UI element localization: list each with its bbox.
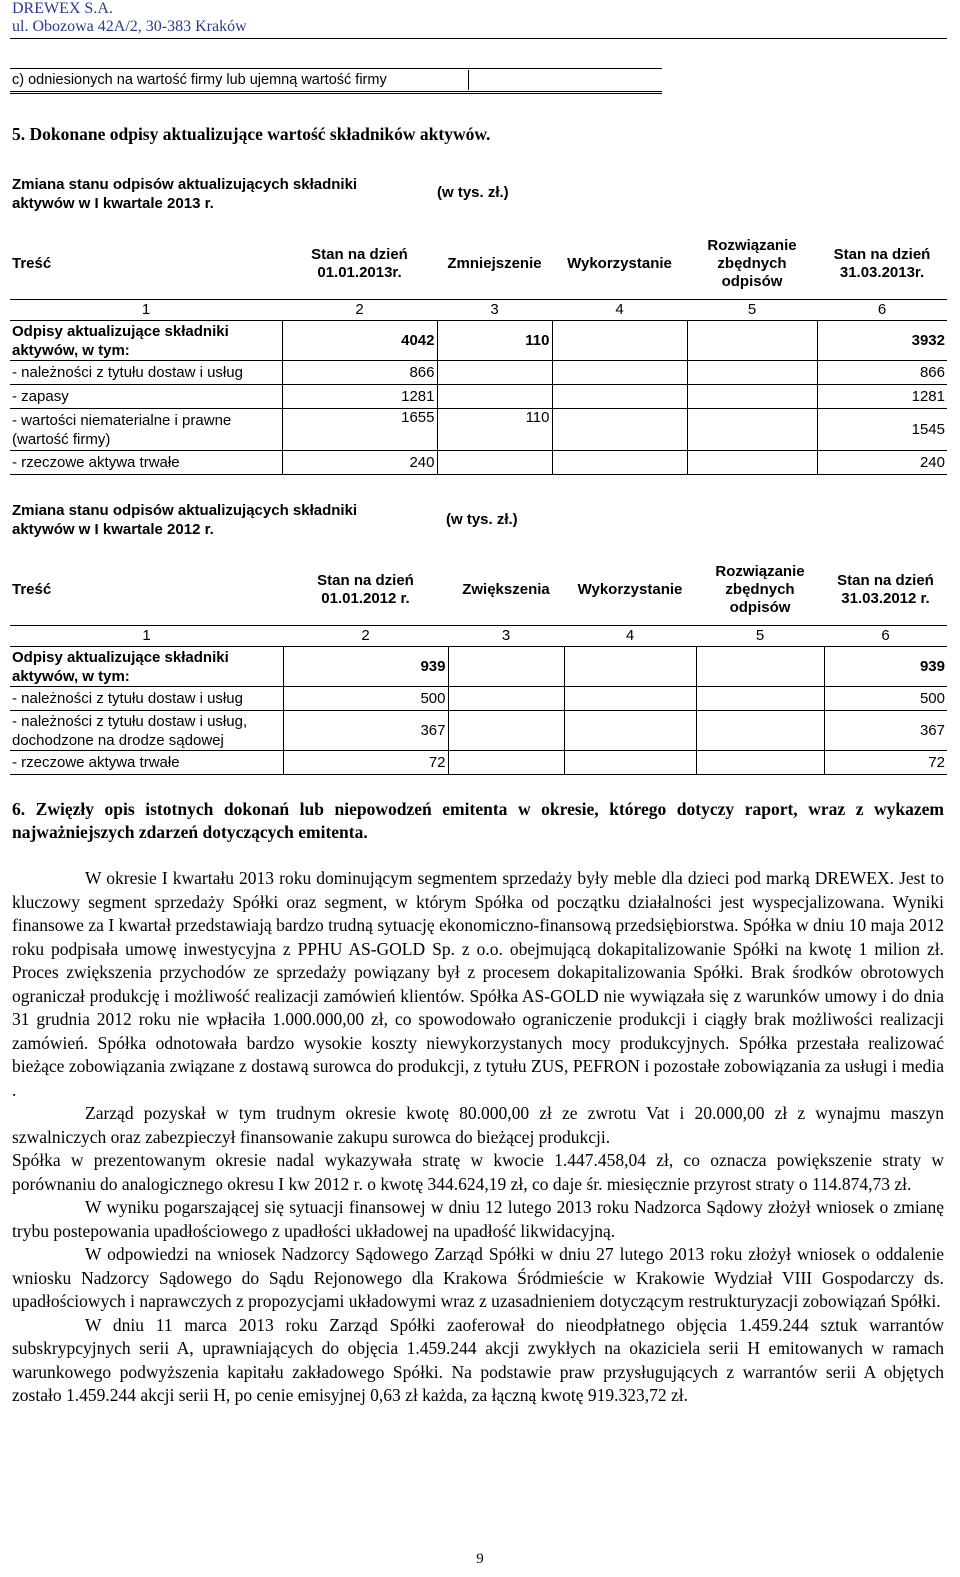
table1-unit: (w tys. zł.) <box>437 184 509 201</box>
table1 <box>10 229 947 475</box>
row-end: 72 <box>824 751 947 775</box>
table-row <box>10 647 947 687</box>
table1-header-used: Wykorzystanie <box>567 255 672 272</box>
table1-header-released: Rozwiązanie zbędnych odpisów <box>707 237 797 290</box>
row-change <box>437 451 552 475</box>
row-change <box>448 647 564 687</box>
body-text <box>12 867 944 1408</box>
row-start: 1655 <box>282 409 437 451</box>
row-end: 866 <box>817 361 947 385</box>
row-used <box>564 751 696 775</box>
row-released <box>687 409 817 451</box>
row-label: - rzeczowe aktywa trwałe <box>10 751 283 775</box>
row-change <box>448 711 564 751</box>
table-row <box>10 751 947 775</box>
row-used <box>552 361 687 385</box>
section-6-title: 6. Zwięzły opis istotnych dokonań lub niepowodzeń emitenta w okresie, którego dotyczy raport, wraz z wykazem najważniejszych zdarzeń dotyczących emitenta. <box>12 799 944 842</box>
row-change <box>448 687 564 711</box>
table2-colnum: 5 <box>696 626 824 647</box>
row-label: Odpisy aktualizujące składniki aktywów, w tym: <box>10 321 282 361</box>
table2-column-numbers <box>10 626 947 647</box>
row-label: - wartości niematerialne i prawne (wartość firmy) <box>10 409 282 451</box>
row-used <box>564 647 696 687</box>
row-released <box>696 751 824 775</box>
table-row <box>10 409 947 451</box>
table1-caption <box>12 175 357 213</box>
table1-caption-line1: Zmiana stanu odpisów aktualizujących składniki <box>12 176 358 193</box>
paragraph: Zarząd pozyskał w tym trudnym okresie kwotę 80.000,00 zł ze zwrotu Vat i 20.000,00 zł z wynajmu maszyn szwalniczych oraz zabezpieczył finansowanie zakupu surowca do bieżącej produkcji. <box>12 1103 944 1147</box>
table2-header-end: Stan na dzień 31.03.2012 r. <box>837 572 934 607</box>
table1-colnum: 2 <box>282 300 437 321</box>
company-name: DREWEX S.A. <box>12 0 113 17</box>
table2-header-start: Stan na dzień 01.01.2012 r. <box>317 572 414 607</box>
row-start: 367 <box>283 711 448 751</box>
table1-caption-line2: aktywów w I kwartale 2013 r. <box>12 195 214 212</box>
table1-header-end: Stan na dzień 31.03.2013r. <box>833 246 931 281</box>
table2-header-content: Treść <box>12 581 52 598</box>
table1-colnum: 3 <box>437 300 552 321</box>
row-end: 1281 <box>817 385 947 409</box>
row-end: 1545 <box>817 409 947 451</box>
row-label: - rzeczowe aktywa trwałe <box>10 451 282 475</box>
row-start: 939 <box>283 647 448 687</box>
paragraph: W wyniku pogarszającej się sytuacji finansowej w dniu 12 lutego 2013 roku Nadzorca Sądowy złożył wniosek o zmianę trybu postepowania upadłościowego z upadłości układowej na upadłość likwidacyjną. <box>12 1197 944 1241</box>
row-change <box>437 385 552 409</box>
table1-colnum: 4 <box>552 300 687 321</box>
paragraph: W okresie I kwartału 2013 roku dominującym segmentem sprzedaży były meble dla dzieci pod marką DREWEX. Jest to kluczowy segment sprzedaży Spółki oraz segment, w którym Spółka od początku działalności jest wyspecjalizowana. Wyniki finansowe za I kwartał przedstawiają bardzo trudną sytuację ekonomiczno-finansową przedsiębiorstwa. Spółka w dniu 10 maja 2012 roku podpisała umowę inwestycyjna z PPHU AS-GOLD Sp. z o.o. obejmującą dokapitalizowanie Spółki na kwotę 1 milion zł. Proces zwiększenia przychodów ze sprzedaży powiązany był z procesem dokapitalizowania Spółki. Brak środków obrotowych ograniczał produkcję i możliwość realizacji zamówień klientów. Spółka AS-GOLD nie wywiązała się z warunków umowy i do dnia 31 grudnia 2012 roku nie wpłaciła 1.000.000,00 zł, co spowodowało ograniczenie produkcji i ciągły brak możliwości realizacji zamówień. Spółka odnotowała bardzo wysokie koszty niewykorzystanych mocy produkcyjnych. Spółka przestała realizować bieżące zobowiązania związane z dostawą surowca do produkcji, z tytułu ZUS, PEFRON i pozostałe zobowiązania za usługi i media . <box>12 868 944 1100</box>
company-address: ul. Obozowa 42A/2, 30-383 Kraków <box>12 18 247 35</box>
table-row <box>10 711 947 751</box>
row-change <box>437 361 552 385</box>
row-label: - należności z tytułu dostaw i usług, dochodzone na drodze sądowej <box>10 711 283 751</box>
row-end: 240 <box>817 451 947 475</box>
table2-colnum: 4 <box>564 626 696 647</box>
table2-caption-line2: aktywów w I kwartale 2012 r. <box>12 521 214 538</box>
row-start: 72 <box>283 751 448 775</box>
table2-header-used: Wykorzystanie <box>577 581 683 598</box>
table2-header-row <box>10 555 947 626</box>
table2-unit: (w tys. zł.) <box>446 511 518 528</box>
table2-caption-line1: Zmiana stanu odpisów aktualizujących składniki <box>12 502 358 519</box>
table2 <box>10 555 947 775</box>
row-start: 500 <box>283 687 448 711</box>
table2-header-change: Zwiększenia <box>462 581 550 598</box>
table2-colnum: 1 <box>10 626 283 647</box>
table1-column-numbers <box>10 300 947 321</box>
paragraph: W odpowiedzi na wniosek Nadzorcy Sądowego Zarząd Spółki w dniu 27 lutego 2013 roku złożył wniosek o oddalenie wniosku Nadzorcy Sądowego do Sądu Rejonowego dla Krakowa Śródmieście w Krakowie Wydział VIII Gospodarczy ds. upadłościowych i naprawczych z propozycjami układowymi wraz z uzasadnieniem dotyczącym restrukturyzacji zobowiązań Spółki. <box>12 1244 944 1311</box>
table-row <box>10 687 947 711</box>
row-released <box>687 451 817 475</box>
row-used <box>564 711 696 751</box>
table2-colnum: 2 <box>283 626 448 647</box>
table-row <box>10 321 947 361</box>
row-label: - należności z tytułu dostaw i usług <box>10 361 282 385</box>
row-released <box>687 361 817 385</box>
table2-caption <box>12 501 357 539</box>
row-used <box>564 687 696 711</box>
row-used <box>552 385 687 409</box>
row-end: 939 <box>824 647 947 687</box>
header-divider <box>10 38 947 39</box>
table1-header-start: Stan na dzień 01.01.2013r. <box>311 246 408 281</box>
item-c-divider <box>468 70 469 90</box>
row-end: 3932 <box>817 321 947 361</box>
table-row <box>10 385 947 409</box>
row-start: 866 <box>282 361 437 385</box>
table2-colnum: 6 <box>824 626 947 647</box>
section-5-title: 5. Dokonane odpisy aktualizujące wartość składników aktywów. <box>12 124 491 144</box>
row-start: 240 <box>282 451 437 475</box>
table1-header-content: Treść <box>12 255 52 272</box>
row-released <box>687 385 817 409</box>
table2-colnum: 3 <box>448 626 564 647</box>
row-start: 1281 <box>282 385 437 409</box>
row-label: Odpisy aktualizujące składniki aktywów, w tym: <box>10 647 283 687</box>
table1-header-row <box>10 229 947 300</box>
row-change <box>448 751 564 775</box>
row-used <box>552 409 687 451</box>
row-released <box>696 647 824 687</box>
row-start: 4042 <box>282 321 437 361</box>
table1-header-change: Zmniejszenie <box>447 255 542 272</box>
row-used <box>552 321 687 361</box>
row-end: 367 <box>824 711 947 751</box>
table2-header-released: Rozwiązanie zbędnych odpisów <box>715 563 805 616</box>
row-change: 110 <box>437 409 552 451</box>
page-number: 9 <box>476 1551 484 1567</box>
row-released <box>696 711 824 751</box>
row-label: - należności z tytułu dostaw i usług <box>10 687 283 711</box>
table1-colnum: 5 <box>687 300 817 321</box>
table1-colnum: 6 <box>817 300 947 321</box>
item-c-text: c) odniesionych na wartość firmy lub ujemną wartość firmy <box>12 72 387 88</box>
row-change: 110 <box>437 321 552 361</box>
row-label: - zapasy <box>10 385 282 409</box>
paragraph: Spółka w prezentowanym okresie nadal wykazywała stratę w kwocie 1.447.458,04 zł, co oznacza powiększenie straty w porównaniu do analogicznego okresu I kw 2012 r. o kwotę 344.624,19 zł, co daje śr. miesięcznie przyrost straty o 114.874,73 zł. <box>12 1150 944 1194</box>
row-released <box>687 321 817 361</box>
row-used <box>552 451 687 475</box>
paragraph: W dniu 11 marca 2013 roku Zarząd Spółki zaoferował do nieodpłatnego objęcia 1.459.244 sztuk warrantów subskrypcyjnych serii A, uprawniających do objęcia 1.459.244 akcji zwykłych na okaziciela serii H emitowanych w ramach warunkowego podwyższenia kapitału zakładowego Spółki. Na podstawie praw przysługujących z warrantów serii A objętych zostało 1.459.244 akcji serii H, po cenie emisyjnej 0,63 zł każda, za łączną kwotę 919.323,72 zł. <box>12 1314 944 1405</box>
table-row <box>10 361 947 385</box>
table-row <box>10 451 947 475</box>
table1-colnum: 1 <box>10 300 282 321</box>
row-released <box>696 687 824 711</box>
row-end: 500 <box>824 687 947 711</box>
